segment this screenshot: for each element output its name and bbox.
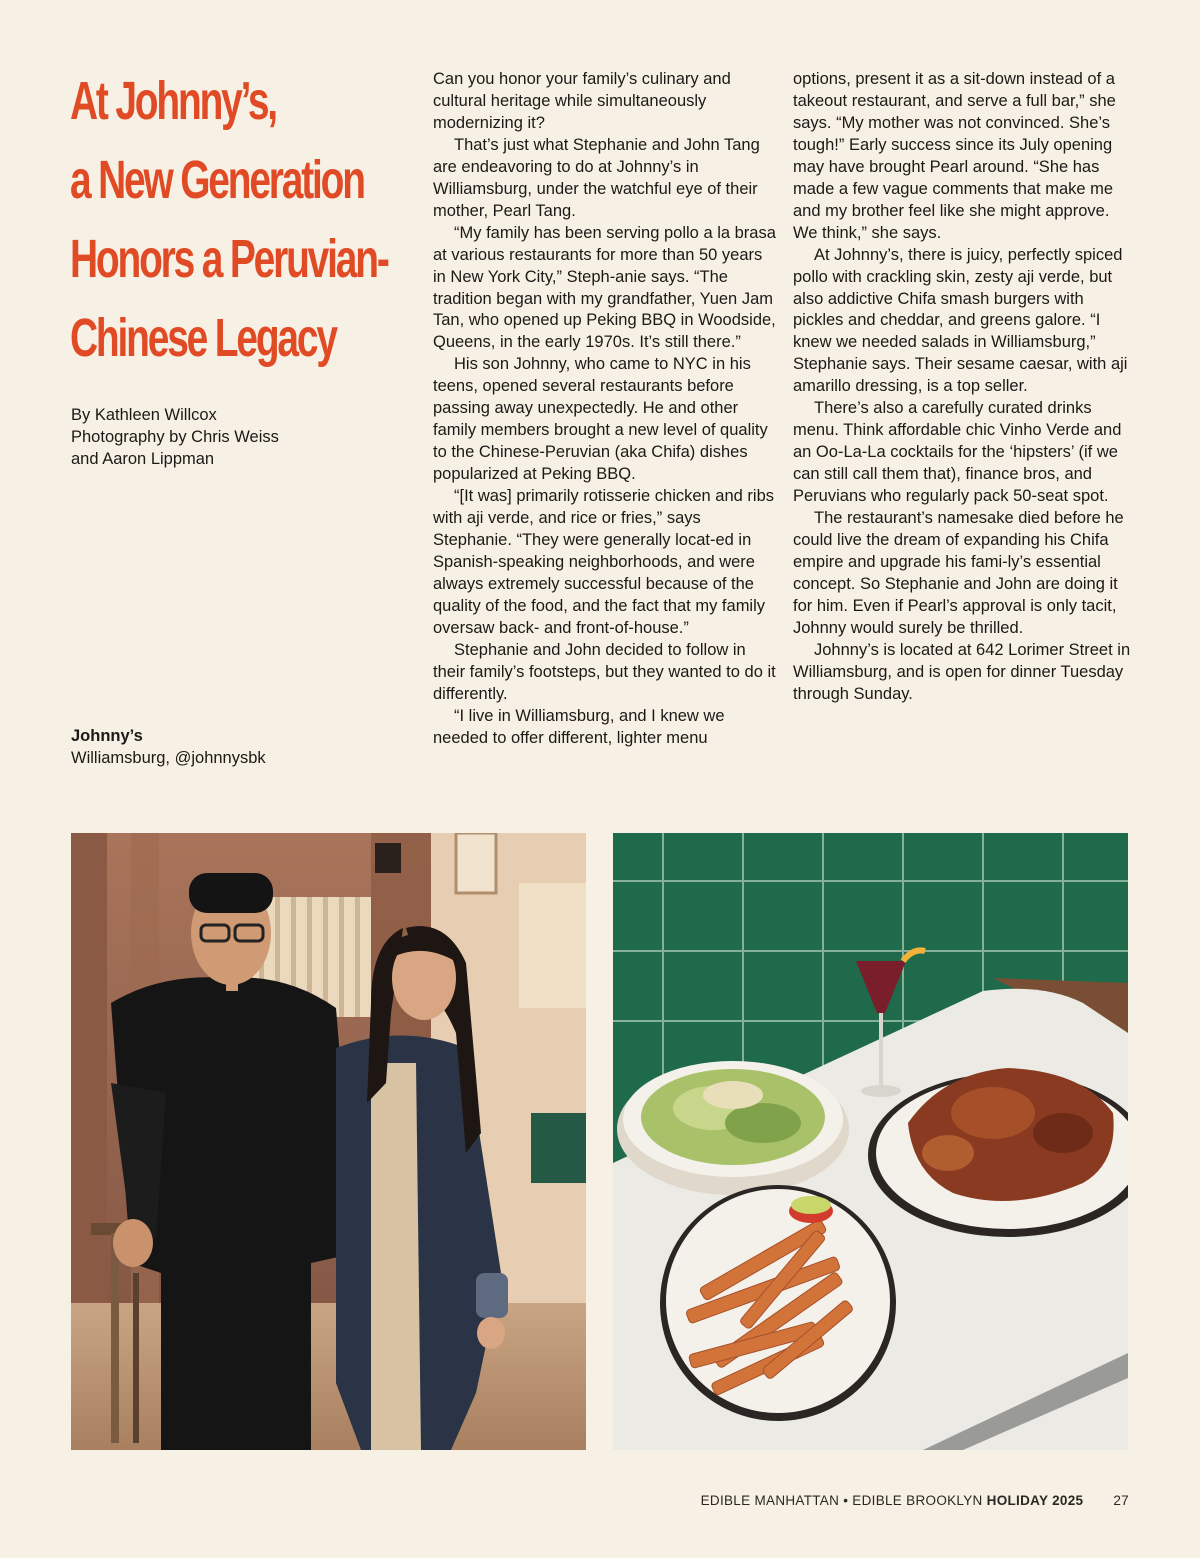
headline-line: At Johnny’s,: [70, 71, 276, 131]
paragraph: His son Johnny, who came to NYC in his teens, opened several restaurants before passing away unexpectedly. He and other family members brought a new level of quality to the Chinese-Peruvian (aka Chifa) dishes popularized at Peking BBQ.: [433, 355, 768, 484]
paragraph: Can you honor your family’s culinary and cultural heritage while simultaneously modernizing it?: [433, 70, 731, 132]
article-column-2: [793, 69, 1138, 706]
byline-photography-cont: and Aaron Lippman: [71, 450, 215, 468]
paragraph: “[It was] primarily rotisserie chicken and ribs with aji verde, and rice or fries,” says Stephanie. “They were generally locat-ed in Spanish-speaking neighborhoods, and were always extremely successful because of the quality of the food, and the fact that my family oversaw back- and front-of-house.”: [433, 487, 775, 637]
paragraph: “My family has been serving pollo a la brasa at various restaurants for more than 50 years in New York City,” Steph-anie says. “The tradition began with my grandfather, Yuen Jam Tan, who opened up Peking BBQ in Woodside, Queens, in the early 1970s. It’s still there.”: [433, 223, 776, 352]
venue-location-handle: Williamsburg, @johnnysbk: [71, 749, 266, 767]
photo-food-spread: [613, 833, 1128, 1450]
paragraph: That’s just what Stephanie and John Tang are endeavoring to do at Johnny’s in Williamsburg, under the watchful eye of their mother, Pearl Tang.: [433, 135, 760, 220]
paragraph: The restaurant’s namesake died before he could live the dream of expanding his Chifa empire and upgrade his fami-ly’s essential concept. So Stephanie and John are doing it for him. Even if Pearl’s approval is only tacit, Johnny would surely be thrilled.: [793, 509, 1124, 637]
article-column-1: [433, 69, 778, 750]
venue-info: [71, 725, 371, 769]
page-number: 27: [1113, 1493, 1129, 1508]
photo-owners-illustration: [71, 833, 586, 1450]
headline-line: Chinese Legacy: [70, 308, 336, 368]
article-headline: [70, 62, 388, 378]
paragraph: Stephanie and John decided to follow in their family’s footsteps, but they wanted to do it differently.: [433, 640, 776, 703]
headline-line: Honors a Peruvian-: [70, 229, 388, 289]
venue-name: Johnny’s: [71, 727, 143, 745]
footer-publications: EDIBLE MANHATTAN • EDIBLE BROOKLYN: [700, 1493, 983, 1508]
paragraph: Johnny’s is located at 642 Lorimer Street in Williamsburg, and is open for dinner Tuesday through Sunday.: [793, 640, 1131, 703]
photo-food-illustration: [613, 833, 1128, 1450]
byline: [71, 404, 371, 470]
footer-issue: HOLIDAY 2025: [986, 1493, 1084, 1508]
paragraph: “I live in Williamsburg, and I knew we needed to offer different, lighter menu: [433, 706, 725, 747]
page-footer: [701, 1493, 1129, 1508]
paragraph: There’s also a carefully curated drinks menu. Think affordable chic Vinho Verde and an Oo-La-La cocktails for the ‘hipsters’ (if we can still call them that), finance bros, and Peruvians who regularly pack 50-seat spot.: [793, 399, 1122, 506]
paragraph: At Johnny’s, there is juicy, perfectly spiced pollo with crackling skin, zesty aji verde, but also addictive Chifa smash burgers with pickles and cheddar, and greens galore. “I knew we needed salads in Williamsburg,” Stephanie says. Their sesame caesar, with aji amarillo dressing, is a top seller.: [793, 245, 1128, 396]
paragraph: options, present it as a sit-down instead of a takeout restaurant, and serve a full bar,” she says. “My mother was not convinced. She’s tough!” Early success since its July opening may have brought Pearl around. “She has made a few vague comments that make me and my brother feel like she might approve. We think,” she says.: [793, 70, 1116, 242]
headline-line: a New Generation: [70, 150, 364, 210]
byline-author: By Kathleen Willcox: [71, 406, 217, 424]
byline-photography: Photography by Chris Weiss: [71, 428, 279, 446]
photo-owners: [71, 833, 586, 1450]
